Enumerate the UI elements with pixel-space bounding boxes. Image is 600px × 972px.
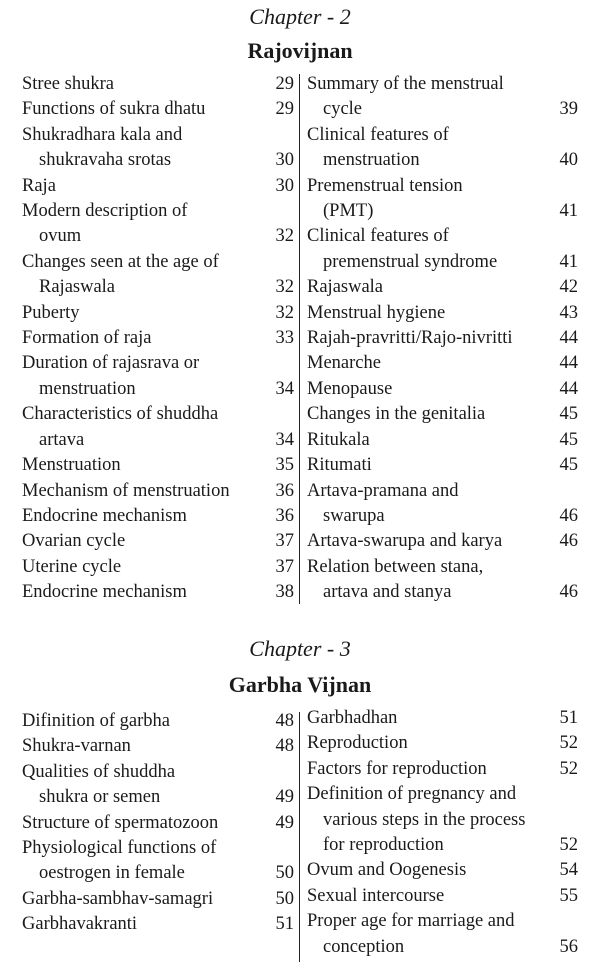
toc-entry-page-number: 54 — [559, 860, 578, 881]
toc-entry-title-line: Endocrine mechanism — [22, 582, 187, 603]
toc-entry-title-line: Shukradhara kala and — [22, 124, 183, 145]
toc-entry — [307, 858, 578, 883]
toc-entry-page-number: 50 — [275, 863, 294, 884]
toc-entry-title — [22, 250, 294, 301]
toc-entry-title — [22, 555, 294, 580]
toc-entry-title — [22, 72, 294, 97]
toc-entry-page-number: 41 — [559, 201, 578, 222]
toc-entry-title — [307, 402, 578, 427]
toc-entry-page-number: 42 — [559, 277, 578, 298]
toc-entry-title-line: Definition of pregnancy and — [307, 784, 517, 805]
toc-entry-title-line: Clinical features of — [307, 226, 449, 247]
toc-entry-title — [22, 529, 294, 554]
toc-entry-title-line: cycle — [323, 99, 363, 120]
toc-entry-title — [22, 351, 294, 402]
toc-entry-title-line: (PMT) — [323, 201, 374, 222]
toc-entry-title-line: Menarche — [307, 353, 381, 374]
toc-entry-title-line: for reproduction — [323, 835, 444, 856]
chapter-2-right-column — [307, 72, 578, 606]
toc-entry-page-number: 48 — [275, 736, 294, 757]
toc-entry-page-number: 40 — [559, 150, 578, 171]
toc-entry-title-line: ovum — [39, 226, 82, 247]
toc-entry-page-number: 33 — [275, 328, 294, 349]
toc-entry-title — [307, 453, 578, 478]
toc-entry — [307, 909, 578, 960]
toc-entry-page-number: 51 — [275, 914, 294, 935]
toc-entry-page-number: 48 — [275, 711, 294, 731]
toc-entry-title-line: Duration of rajasrava or — [22, 353, 200, 374]
toc-entry-title-line: oestrogen in female — [39, 863, 185, 884]
toc-entry-title — [307, 479, 578, 530]
toc-entry — [22, 453, 294, 478]
toc-entry-page-number: 56 — [559, 936, 578, 957]
toc-entry — [22, 123, 294, 174]
toc-entry — [22, 326, 294, 351]
toc-entry-page-number: 49 — [275, 812, 294, 833]
toc-entry-page-number: 30 — [275, 150, 294, 171]
toc-entry-title — [22, 580, 294, 605]
toc-entry-page-number: 44 — [559, 378, 578, 399]
toc-entry-title-line: Shukra-varnan — [22, 736, 131, 757]
toc-entry — [307, 757, 578, 782]
toc-entry — [22, 479, 294, 504]
toc-entry-title-line: Stree shukra — [22, 74, 114, 94]
toc-entry — [22, 836, 294, 887]
toc-entry — [22, 97, 294, 122]
toc-entry-title-line: Changes in the genitalia — [307, 404, 486, 425]
toc-entry-title-line: Ritumati — [307, 455, 372, 476]
toc-entry-page-number: 34 — [275, 429, 294, 450]
toc-entry-title-line: Factors for reproduction — [307, 758, 487, 779]
toc-entry-page-number: 49 — [275, 787, 294, 808]
toc-entry-title — [22, 760, 294, 811]
toc-entry — [22, 199, 294, 250]
toc-entry — [22, 580, 294, 605]
toc-entry-title — [307, 275, 578, 300]
toc-entry-page-number: 32 — [275, 302, 294, 323]
toc-entry-page-number: 44 — [559, 353, 578, 374]
toc-entry — [22, 504, 294, 529]
toc-entry — [307, 706, 578, 731]
toc-entry-page-number: 46 — [559, 531, 578, 552]
toc-entry — [307, 174, 578, 225]
toc-entry — [22, 734, 294, 759]
toc-entry-title — [307, 731, 578, 756]
toc-entry — [22, 174, 294, 199]
toc-entry-title — [22, 479, 294, 504]
toc-entry-title-line: menstruation — [39, 378, 136, 399]
toc-entry-title-line: swarupa — [323, 505, 385, 526]
toc-entry-page-number: 46 — [559, 582, 578, 603]
toc-entry — [307, 555, 578, 606]
toc-entry-title-line: Formation of raja — [22, 328, 152, 349]
toc-entry-title — [307, 351, 578, 376]
toc-entry — [307, 428, 578, 453]
chapter-2-title: Rajovijnan — [247, 38, 353, 63]
toc-entry-title — [307, 224, 578, 275]
toc-entry-title-line: Rajaswala — [39, 277, 116, 298]
toc-entry — [307, 731, 578, 756]
toc-entry-title-line: artava — [39, 429, 85, 450]
toc-entry-title — [307, 301, 578, 326]
toc-entry-title-line: Artava-swarupa and karya — [307, 531, 503, 552]
toc-entry — [22, 72, 294, 97]
toc-entry — [307, 529, 578, 554]
toc-entry-page-number: 30 — [275, 175, 294, 196]
toc-entry-title — [307, 326, 578, 351]
toc-entry-title-line: various steps in the process — [323, 809, 526, 830]
toc-entry-title — [22, 301, 294, 326]
toc-entry-title-line: Mechanism of menstruation — [22, 480, 230, 501]
toc-entry — [22, 529, 294, 554]
toc-entry-title-line: Menstruation — [22, 455, 121, 476]
toc-entry-title — [307, 377, 578, 402]
toc-entry-title-line: Premenstrual tension — [307, 175, 463, 196]
toc-entry-title-line: Sexual intercourse — [307, 885, 445, 906]
chapter-3-label: Chapter - 3 — [249, 636, 351, 661]
toc-entry-title-line: Reproduction — [307, 733, 408, 754]
toc-entry-title — [22, 97, 294, 122]
toc-entry-title — [307, 706, 578, 731]
toc-entry-title-line: premenstrual syndrome — [323, 251, 498, 272]
toc-entry-page-number: 52 — [559, 758, 578, 779]
toc-entry — [307, 351, 578, 376]
toc-entry-title-line: Functions of sukra dhatu — [22, 99, 206, 120]
toc-entry-page-number: 36 — [275, 505, 294, 526]
toc-entry-title-line: Raja — [22, 175, 56, 196]
toc-entry-page-number: 45 — [559, 455, 578, 476]
toc-entry-title — [307, 428, 578, 453]
toc-entry-title-line: Physiological functions of — [22, 838, 217, 859]
toc-entry — [307, 782, 578, 858]
toc-entry — [307, 326, 578, 351]
toc-entry — [307, 72, 578, 123]
toc-entry-title-line: Proper age for marriage and — [307, 911, 515, 932]
toc-entry-title — [22, 199, 294, 250]
chapter-2-left-column — [22, 72, 294, 606]
toc-entry — [307, 224, 578, 275]
toc-entry-title — [307, 123, 578, 174]
toc-entry-page-number: 43 — [559, 302, 578, 323]
toc-entry — [307, 402, 578, 427]
toc-entry-title — [22, 811, 294, 836]
toc-entry — [307, 123, 578, 174]
toc-entry-title-line: shukra or semen — [39, 787, 161, 808]
toc-entry-title — [22, 174, 294, 199]
toc-entry-page-number: 37 — [275, 531, 294, 552]
toc-entry — [307, 884, 578, 909]
toc-entry — [307, 377, 578, 402]
toc-entry-title — [22, 402, 294, 453]
toc-entry — [22, 351, 294, 402]
toc-entry-page-number: 52 — [559, 835, 578, 856]
toc-entry-page-number: 35 — [275, 455, 294, 476]
chapter-3-right-column — [307, 706, 578, 960]
toc-entry-page-number: 39 — [559, 99, 578, 120]
toc-entry-title — [22, 326, 294, 351]
toc-entry-title — [307, 909, 578, 960]
toc-entry-title-line: Summary of the menstrual — [307, 74, 504, 94]
toc-entry-page-number: 32 — [275, 277, 294, 298]
toc-entry-title-line: Puberty — [22, 302, 80, 323]
toc-entry-title-line: Ritukala — [307, 429, 370, 450]
toc-entry-title-line: Characteristics of shuddha — [22, 404, 219, 425]
toc-entry-title-line: Rajah-pravritti/Rajo-nivritti — [307, 328, 513, 349]
chapter-3-divider — [299, 712, 300, 962]
toc-entry-page-number: 29 — [275, 99, 294, 120]
toc-entry-title — [22, 734, 294, 759]
toc-entry-title-line: Clinical features of — [307, 124, 449, 145]
toc-entry-title — [307, 529, 578, 554]
toc-entry-page-number: 45 — [559, 404, 578, 425]
toc-entry-page-number: 50 — [275, 888, 294, 909]
toc-entry-title — [22, 912, 294, 937]
toc-entry — [22, 301, 294, 326]
toc-entry-title-line: Qualities of shuddha — [22, 761, 176, 782]
toc-entry-title — [22, 453, 294, 478]
toc-entry-page-number: 36 — [275, 480, 294, 501]
chapter-3-title: Garbha Vijnan — [228, 672, 372, 697]
chapter-2-label: Chapter - 2 — [249, 4, 351, 29]
toc-entry — [307, 479, 578, 530]
toc-entry — [22, 811, 294, 836]
toc-entry-title-line: Modern description of — [22, 201, 188, 222]
toc-entry-title — [22, 887, 294, 912]
toc-entry-title — [307, 782, 578, 858]
toc-entry-title — [22, 123, 294, 174]
toc-entry-page-number: 38 — [275, 582, 294, 603]
chapter-2-divider — [299, 74, 300, 604]
toc-entry — [22, 250, 294, 301]
toc-entry-title-line: Structure of spermatozoon — [22, 812, 219, 833]
toc-entry — [22, 709, 294, 734]
toc-entry-title-line: Menstrual hygiene — [307, 302, 446, 323]
toc-entry — [22, 555, 294, 580]
toc-entry — [22, 760, 294, 811]
toc-entry-page-number: 45 — [559, 429, 578, 450]
toc-entry-title — [307, 884, 578, 909]
toc-entry-title — [307, 757, 578, 782]
toc-entry-title-line: Uterine cycle — [22, 556, 122, 577]
toc-entry — [22, 402, 294, 453]
chapter-3-left-column — [22, 709, 294, 938]
toc-entry — [307, 275, 578, 300]
toc-entry-title — [307, 174, 578, 225]
toc-entry-title-line: Garbha-sambhav-samagri — [22, 888, 214, 909]
toc-entry-page-number: 29 — [275, 74, 294, 94]
toc-entry-title-line: conception — [323, 936, 405, 957]
toc-entry-title — [22, 504, 294, 529]
toc-entry-title-line: shukravaha srotas — [39, 150, 172, 171]
toc-entry — [307, 301, 578, 326]
toc-entry-title-line: Artava-pramana and — [307, 480, 459, 501]
toc-entry-page-number: 51 — [559, 708, 578, 728]
toc-entry-title-line: Difinition of garbha — [22, 711, 170, 731]
toc-entry — [307, 453, 578, 478]
toc-entry-title-line: artava and stanya — [323, 582, 452, 603]
toc-entry-title-line: Garbhavakranti — [22, 914, 138, 935]
toc-entry-title — [307, 72, 578, 123]
toc-entry — [22, 887, 294, 912]
toc-entry-title — [22, 836, 294, 887]
toc-entry-page-number: 55 — [559, 885, 578, 906]
toc-entry-title-line: Ovarian cycle — [22, 531, 126, 552]
toc-entry-page-number: 52 — [559, 733, 578, 754]
toc-entry-title — [22, 709, 294, 734]
toc-entry-page-number: 46 — [559, 505, 578, 526]
toc-entry-title-line: menstruation — [323, 150, 420, 171]
toc-entry-page-number: 32 — [275, 226, 294, 247]
toc-entry-title-line: Ovum and Oogenesis — [307, 860, 467, 881]
toc-entry-title — [307, 858, 578, 883]
toc-entry-page-number: 44 — [559, 328, 578, 349]
toc-entry-title-line: Menopause — [307, 378, 393, 399]
toc-entry — [22, 912, 294, 937]
toc-entry-page-number: 41 — [559, 251, 578, 272]
toc-entry-title-line: Relation between stana, — [307, 556, 484, 577]
toc-entry-page-number: 34 — [275, 378, 294, 399]
toc-entry-title-line: Endocrine mechanism — [22, 505, 187, 526]
toc-entry-title-line: Garbhadhan — [307, 708, 398, 728]
toc-entry-page-number: 37 — [275, 556, 294, 577]
toc-entry-title — [307, 555, 578, 606]
toc-entry-title-line: Rajaswala — [307, 277, 384, 298]
toc-entry-title-line: Changes seen at the age of — [22, 251, 219, 272]
